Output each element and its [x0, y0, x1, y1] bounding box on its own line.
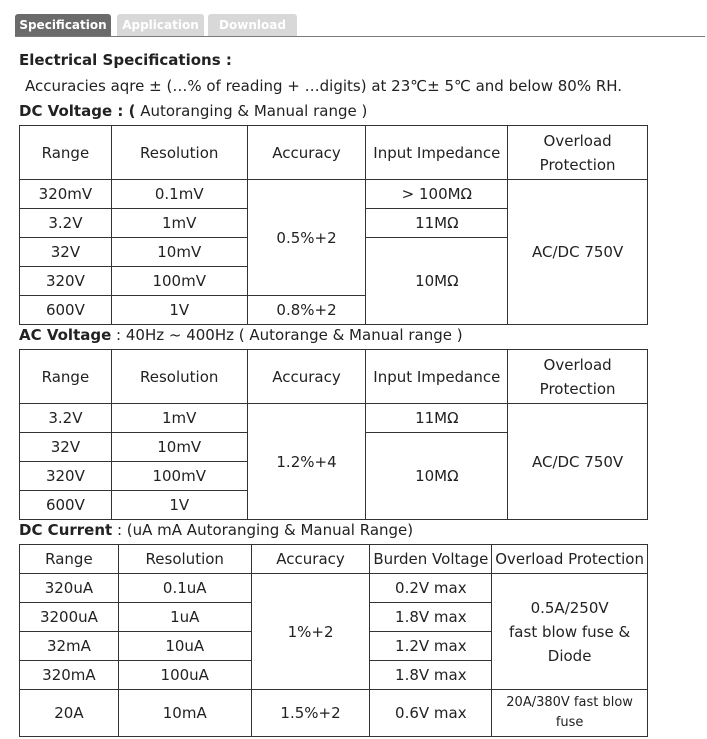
- burden-cell: 1.8V max: [370, 661, 492, 690]
- resolution-cell: 1mV: [111, 404, 247, 433]
- overload-line3: Diode: [547, 646, 592, 665]
- range-cell: 32mA: [20, 632, 119, 661]
- header-overload: [508, 126, 648, 180]
- header-overload-line2: Protection: [539, 379, 616, 398]
- resolution-cell: 10mV: [111, 238, 247, 267]
- range-cell: 600V: [20, 491, 112, 520]
- header-overload-line1: Overload: [543, 355, 612, 374]
- range-cell: 32V: [20, 433, 112, 462]
- resolution-cell: 10mV: [111, 433, 247, 462]
- range-cell: 320uA: [20, 574, 119, 603]
- range-cell: 320mA: [20, 661, 119, 690]
- range-cell: 3.2V: [20, 404, 112, 433]
- header-resolution: Resolution: [111, 350, 247, 404]
- dc-voltage-desc: Autoranging & Manual range ): [135, 102, 368, 120]
- resolution-cell: 100uA: [118, 661, 251, 690]
- header-overload-protection: Overload Protection: [492, 545, 648, 574]
- accuracy-cell: 0.5%+2: [247, 180, 366, 296]
- accuracy-cell: 1%+2: [251, 574, 370, 690]
- range-cell: 20A: [20, 690, 119, 737]
- resolution-cell: 1V: [111, 296, 247, 325]
- range-cell: 600V: [20, 296, 112, 325]
- ac-voltage-table: [19, 349, 648, 520]
- tab-specification[interactable]: Specification: [15, 14, 111, 36]
- resolution-cell: 1uA: [118, 603, 251, 632]
- impedance-cell: 10MΩ: [366, 238, 508, 325]
- range-cell: 320V: [20, 267, 112, 296]
- resolution-cell: 100mV: [111, 462, 247, 491]
- dc-voltage-label: DC Voltage : (: [19, 102, 136, 120]
- overload-line1: 0.5A/250V: [530, 598, 609, 617]
- resolution-cell: 10mA: [118, 690, 251, 737]
- overload-cell: AC/DC 750V: [508, 180, 648, 325]
- resolution-cell: 1mV: [111, 209, 247, 238]
- dc-current-label: DC Current: [19, 521, 113, 539]
- header-accuracy: Accuracy: [247, 126, 366, 180]
- electrical-specs-title: Electrical Specifications :: [19, 51, 232, 69]
- range-cell: 3.2V: [20, 209, 112, 238]
- header-accuracy: Accuracy: [251, 545, 370, 574]
- header-burden-voltage: Burden Voltage: [370, 545, 492, 574]
- range-cell: 32V: [20, 238, 112, 267]
- accuracy-cell: 1.2%+4: [247, 404, 366, 520]
- impedance-cell: 11MΩ: [366, 404, 508, 433]
- resolution-cell: 1V: [111, 491, 247, 520]
- impedance-cell: > 100MΩ: [366, 180, 508, 209]
- ac-voltage-heading: [19, 326, 463, 344]
- dc-current-heading: [19, 521, 413, 539]
- header-range: Range: [20, 545, 119, 574]
- resolution-cell: 0.1mV: [111, 180, 247, 209]
- header-range: Range: [20, 126, 112, 180]
- header-input-impedance: Input Impedance: [366, 350, 508, 404]
- range-cell: 320mV: [20, 180, 112, 209]
- tab-divider: [15, 36, 705, 37]
- header-input-impedance: Input Impedance: [366, 126, 508, 180]
- range-cell: 320V: [20, 462, 112, 491]
- impedance-cell: 11MΩ: [366, 209, 508, 238]
- tab-bar: [0, 0, 707, 38]
- impedance-cell: 10MΩ: [366, 433, 508, 520]
- burden-cell: 0.2V max: [370, 574, 492, 603]
- resolution-cell: 0.1uA: [118, 574, 251, 603]
- dc-voltage-table: [19, 125, 648, 325]
- header-resolution: Resolution: [111, 126, 247, 180]
- header-overload-line2: Protection: [539, 155, 616, 174]
- burden-cell: 0.6V max: [370, 690, 492, 737]
- burden-cell: 1.2V max: [370, 632, 492, 661]
- burden-cell: 1.8V max: [370, 603, 492, 632]
- tab-application[interactable]: Application: [117, 14, 204, 36]
- resolution-cell: 100mV: [111, 267, 247, 296]
- dc-voltage-heading: [19, 102, 367, 120]
- dc-current-table: [19, 544, 648, 737]
- accuracy-note: Accuracies aqre ± (…% of reading + …digits) at 23℃± 5℃ and below 80% RH.: [25, 77, 623, 95]
- overload-line2: fast blow fuse &: [509, 622, 631, 641]
- header-resolution: Resolution: [118, 545, 251, 574]
- header-overload: [508, 350, 648, 404]
- range-cell: 3200uA: [20, 603, 119, 632]
- overload-cell: 20A/380V fast blow fuse: [492, 690, 648, 737]
- accuracy-cell: 1.5%+2: [251, 690, 370, 737]
- ac-voltage-desc: : 40Hz ~ 400Hz ( Autorange & Manual range ): [111, 326, 463, 344]
- tab-download[interactable]: Download: [208, 14, 297, 36]
- header-overload-line1: Overload: [543, 131, 612, 150]
- dc-current-desc: : (uA mA Autoranging & Manual Range): [112, 521, 414, 539]
- header-range: Range: [20, 350, 112, 404]
- overload-cell: AC/DC 750V: [508, 404, 648, 520]
- resolution-cell: 10uA: [118, 632, 251, 661]
- overload-cell: [492, 574, 648, 690]
- ac-voltage-label: AC Voltage: [19, 326, 112, 344]
- header-accuracy: Accuracy: [247, 350, 366, 404]
- accuracy-cell: 0.8%+2: [247, 296, 366, 325]
